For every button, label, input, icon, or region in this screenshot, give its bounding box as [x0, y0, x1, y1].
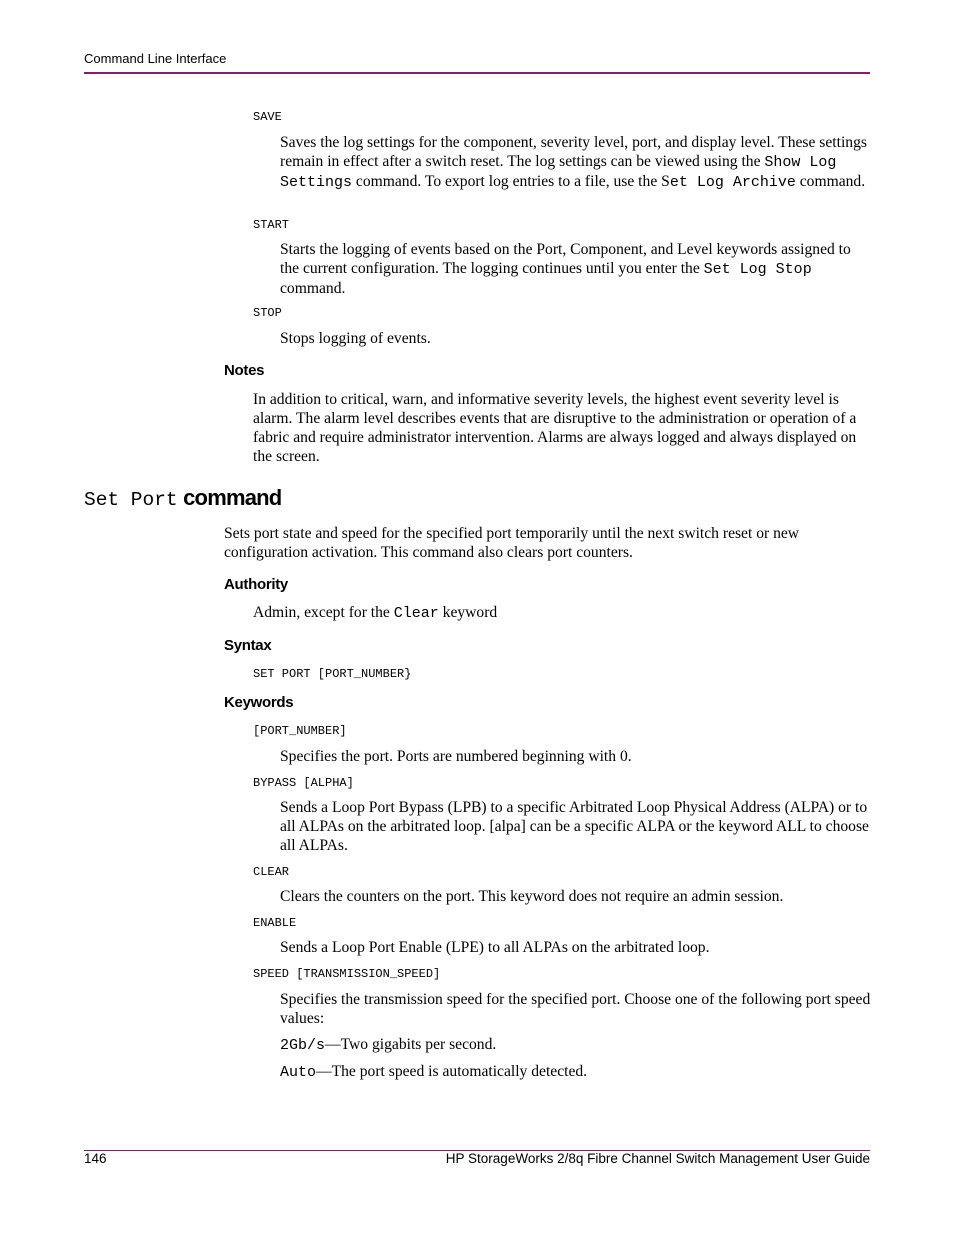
keyword-port-number: [PORT_NUMBER] — [253, 724, 347, 738]
save-code-1: Show Log Settings — [280, 154, 837, 191]
notes-text: In addition to critical, warn, and informative severity levels, the highest event severity level is alarm. The alarm level describes events that are disruptive to the administration or operation of a fabric and require administrator intervention. Alarms are always logged and always displayed on the screen. — [253, 391, 857, 465]
bypass-description: Sends a Loop Port Bypass (LPB) to a specific Arbitrated Loop Physical Address (ALPA) or to all ALPAs on the arbitrated loop. [alpa] can be a specific ALPA or the keyword ALL to choose all ALPAs. — [280, 799, 869, 854]
authority-code: Clear — [393, 605, 439, 622]
speed-option-auto-text: —The port speed is automatically detected. — [316, 1063, 588, 1080]
start-text-1: Starts the logging of events based on the Port, Component, and Level keywords assigned to the current configuration. The logging continues until you enter the — [280, 241, 851, 277]
page-number: 146 — [84, 1151, 107, 1166]
save-code-2: et Log Archive — [669, 174, 796, 191]
speed-option-2gbs-text: —Two gigabits per second. — [325, 1036, 497, 1053]
save-description — [280, 133, 872, 192]
start-text-2: command. — [280, 280, 346, 297]
keyword-stop: STOP — [253, 306, 282, 320]
save-text-1: Saves the log settings for the component, severity level, port, and display level. These settings remain in effect after a switch reset. The log settings can be viewed using the — [280, 134, 867, 170]
start-description — [280, 240, 872, 298]
keyword-start: START — [253, 218, 290, 232]
syntax-heading: Syntax — [224, 637, 272, 654]
section-intro: Sets port state and speed for the specified port temporarily until the next switch reset or new configuration activation. This command also clears port counters. — [224, 525, 800, 561]
section-title-word: command — [183, 485, 282, 510]
clear-description: Clears the counters on the port. This keyword does not require an admin session. — [280, 888, 784, 905]
keyword-bypass: BYPASS [ALPHA] — [253, 776, 354, 790]
authority-text-1: Admin, except for the — [253, 604, 394, 621]
footer-book-title: HP StorageWorks 2/8q Fibre Channel Switch Management User Guide — [445, 1151, 870, 1166]
speed-description: Specifies the transmission speed for the specified port. Choose one of the following port speed values: — [280, 991, 871, 1027]
speed-option-2gbs-code: 2Gb/s — [280, 1037, 326, 1054]
save-text-2: command. To export log entries to a file, use the S — [352, 173, 670, 190]
authority-heading: Authority — [224, 576, 288, 593]
keyword-clear: CLEAR — [253, 865, 290, 879]
enable-description: Sends a Loop Port Enable (LPE) to all ALPAs on the arbitrated loop. — [280, 939, 710, 956]
notes-heading: Notes — [224, 362, 265, 379]
port-number-description: Specifies the port. Ports are numbered beginning with 0. — [280, 748, 632, 765]
header-rule — [84, 72, 870, 74]
running-header: Command Line Interface — [84, 51, 227, 66]
authority-text — [253, 603, 497, 623]
start-code-1: Set Log Stop — [703, 261, 812, 278]
section-title-code: Set Port — [84, 489, 178, 511]
keyword-speed: SPEED [TRANSMISSION_SPEED] — [253, 967, 441, 981]
speed-option-2gbs — [280, 1035, 872, 1055]
keyword-save: SAVE — [253, 110, 282, 124]
speed-option-auto — [280, 1062, 872, 1082]
authority-text-2: keyword — [438, 604, 498, 621]
speed-option-auto-code: Auto — [280, 1064, 317, 1081]
keywords-heading: Keywords — [224, 694, 294, 711]
syntax-code: SET PORT [PORT_NUMBER} — [253, 667, 412, 681]
keyword-enable: ENABLE — [253, 916, 297, 930]
stop-description: Stops logging of events. — [280, 330, 431, 347]
section-title — [84, 485, 281, 511]
save-text-3: command. — [795, 173, 866, 190]
